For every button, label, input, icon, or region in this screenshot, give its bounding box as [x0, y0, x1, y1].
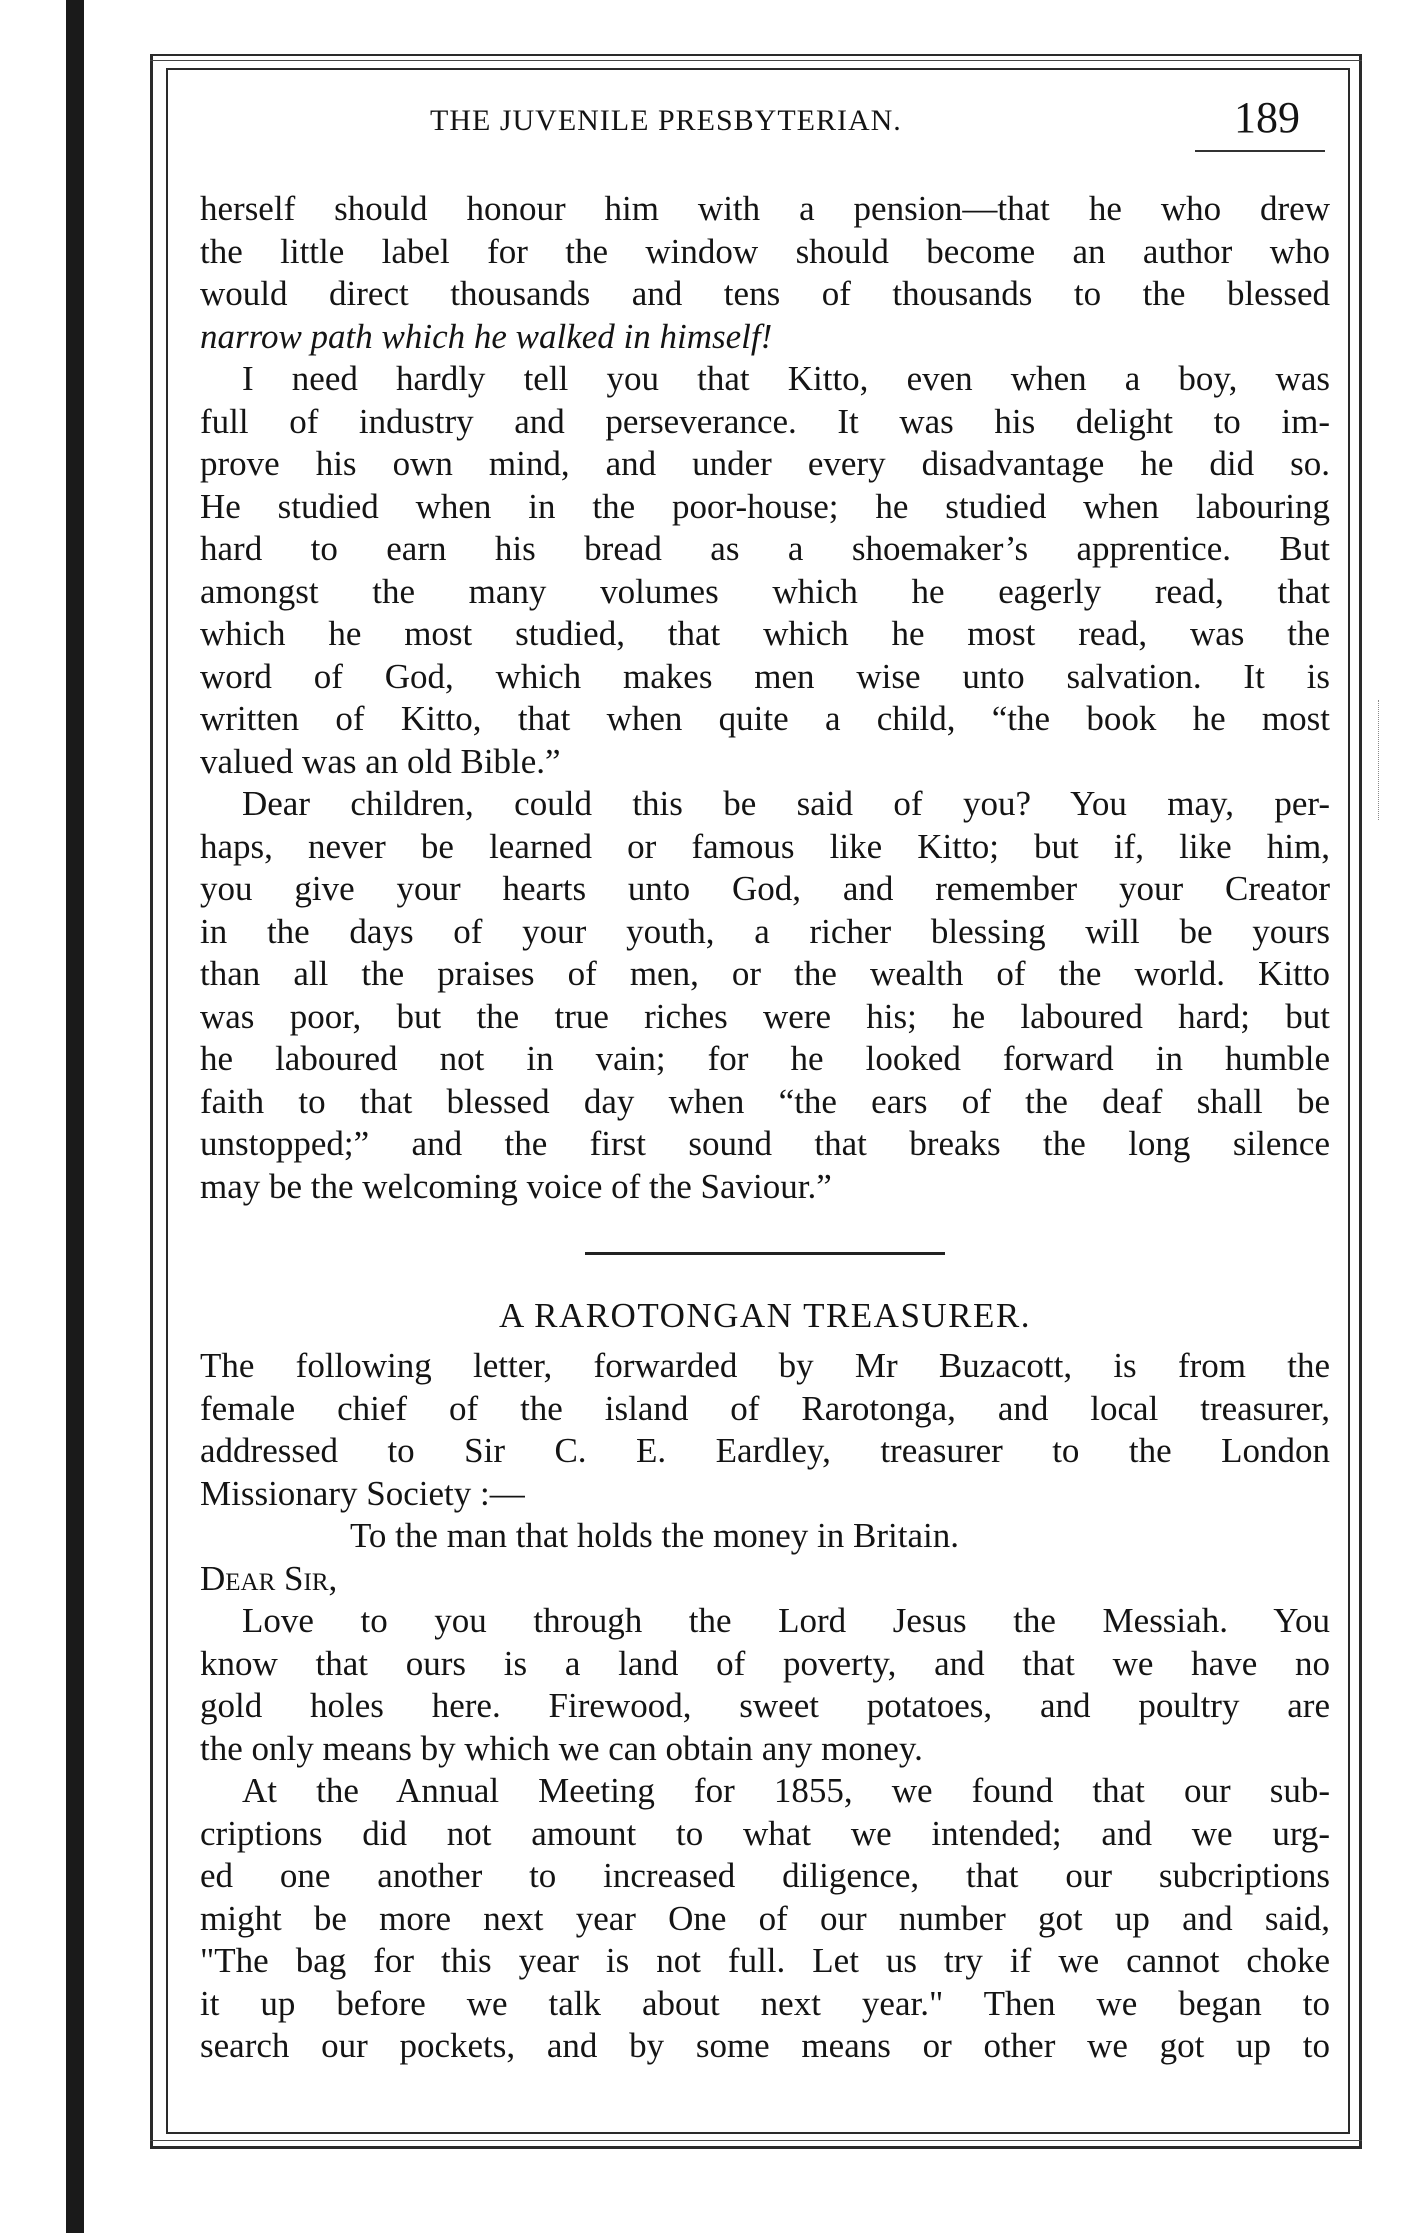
text-line: gold holes here. Firewood, sweet potatoes, and poultry are	[200, 1686, 1330, 1725]
text-line: At the Annual Meeting for 1855, we found that our sub-	[242, 1771, 1330, 1810]
text-line: in the days of your youth, a richer blessing will be yours	[200, 911, 1330, 951]
text-line: written of Kitto, that when quite a child, “the book he most	[200, 699, 1330, 738]
text-line: would direct thousands and tens of thousands to the blessed	[200, 274, 1330, 313]
article-body	[200, 1345, 1330, 2068]
page-border-bottom-rule	[150, 2140, 1362, 2141]
text-line: may be the welcoming voice of the Saviour.”	[200, 1166, 832, 1206]
text-line: "The bag for this year is not full. Let us try if we cannot choke	[200, 1941, 1330, 1980]
text-line: might be more next year One of our number got up and said,	[200, 1898, 1330, 1938]
text-line: know that ours is a land of poverty, and that we have no	[200, 1643, 1330, 1683]
text-line: was poor, but the true riches were his; he laboured hard; but	[200, 996, 1330, 1036]
text-line: Missionary Society :—	[200, 1473, 525, 1513]
text-line: ed one another to increased diligence, that our subcriptions	[200, 1856, 1330, 1895]
text-line: he laboured not in vain; for he looked forward in humble	[200, 1039, 1330, 1078]
page-border-top-rule	[150, 60, 1362, 61]
text-line: search our pockets, and by some means or other we got up to	[200, 2026, 1330, 2065]
text-line: amongst the many volumes which he eagerly read, that	[200, 571, 1330, 611]
text-line: word of God, which makes men wise unto salvation. It is	[200, 656, 1330, 696]
header-rule	[1195, 150, 1325, 152]
text-line: full of industry and perseverance. It was his delight to im-	[200, 401, 1330, 441]
text-line: Love to you through the Lord Jesus the Messiah. You	[242, 1601, 1330, 1640]
text-line: prove his own mind, and under every disadvantage he did so.	[200, 444, 1330, 483]
margin-marks	[1378, 700, 1383, 820]
section-divider	[585, 1252, 945, 1255]
binding-shadow	[66, 0, 84, 2233]
text-line: I need hardly tell you that Kitto, even when a boy, was	[242, 359, 1330, 398]
text-line: than all the praises of men, or the wealth of the world. Kitto	[200, 954, 1330, 993]
article-title: A RAROTONGAN TREASURER.	[498, 1296, 1032, 1335]
text-line: hard to earn his bread as a shoemaker’s apprentice. But	[200, 529, 1330, 568]
running-title: THE JUVENILE PRESBYTERIAN.	[430, 104, 902, 137]
text-line: which he most studied, that which he most read, was the	[200, 614, 1330, 653]
text-line: faith to that blessed day when “the ears of the deaf shall be	[200, 1081, 1330, 1121]
text-line: unstopped;” and the first sound that breaks the long silence	[200, 1124, 1330, 1163]
text-line: female chief of the island of Rarotonga, and local treasurer,	[200, 1388, 1330, 1428]
text-line: herself should honour him with a pension—that he who drew	[200, 189, 1330, 228]
text-line: valued was an old Bible.”	[200, 741, 561, 781]
text-line	[200, 316, 1330, 359]
text-line: you give your hearts unto God, and remember your Creator	[200, 869, 1330, 908]
continued-paragraphs	[200, 188, 1330, 1208]
letter-salutation: Dear Sir,	[200, 1558, 338, 1598]
page-number: 189	[1234, 93, 1300, 142]
text-line: the only means by which we can obtain any money.	[200, 1728, 923, 1768]
text-column	[200, 188, 1330, 2068]
page-header	[200, 90, 1320, 150]
letter-address-line: To the man that holds the money in Britain.	[350, 1516, 959, 1555]
text-line: haps, never be learned or famous like Kitto; but if, like him,	[200, 826, 1330, 866]
italic-line: narrow path which he walked in himself!	[200, 316, 773, 356]
text-line: The following letter, forwarded by Mr Buzacott, is from the	[200, 1346, 1330, 1385]
text-line: criptions did not amount to what we intended; and we urg-	[200, 1813, 1330, 1853]
text-line: Dear children, could this be said of you? You may, per-	[242, 784, 1330, 823]
text-line: He studied when in the poor-house; he studied when labouring	[200, 486, 1330, 526]
text-line: the little label for the window should become an author who	[200, 231, 1330, 271]
text-line: it up before we talk about next year." Then we began to	[200, 1983, 1330, 2023]
text-line: addressed to Sir C. E. Eardley, treasurer to the London	[200, 1431, 1330, 1470]
